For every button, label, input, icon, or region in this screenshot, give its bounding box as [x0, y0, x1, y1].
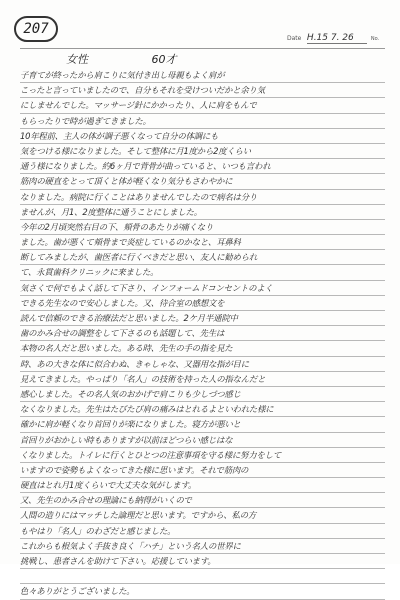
age-text: 60才 [151, 53, 177, 66]
text-line: 歯のかみ合せの調整をして下さるのも話題して、先生は [20, 326, 385, 341]
text-line: ました。歯が悪くて頬骨まで炎症しているのかなと、耳鼻科 [20, 235, 385, 250]
text-line: 色々ありがとうございました。 [20, 584, 385, 599]
text-line: 挑戦し、患者さんを助けて下さい。応援しています。 [20, 554, 385, 569]
text-line [20, 569, 385, 584]
text-line: 子育てが終ったから肩こりに気付き出し母親もよく肩が [20, 68, 385, 83]
respondent-info [66, 52, 316, 68]
handwritten-body [20, 68, 385, 600]
text-line: くなりました。トイレに行くとひとつの注意事項を守る様に努力をして [20, 448, 385, 463]
text-line: 断してみましたが、歯医者に行くべきだと思い、友人に勧められ [20, 250, 385, 265]
text-line: 本物の名人だと思いました。ある時、先生の手の指を見た [20, 341, 385, 356]
date-field [287, 33, 385, 43]
text-line: これからも根気よく手抜き良く「ハチ」という名人の世界に [20, 539, 385, 554]
number-label: No. [370, 36, 380, 42]
text-line: 通う様になりました。約6ヶ月で背骨が曲っていると、いつも言われ [20, 159, 385, 174]
text-line: 確かに肩が軽くなり首回りが楽になりました。寝方が悪いと [20, 417, 385, 432]
page-number-badge: 207 [14, 16, 58, 42]
date-value: H.15 7. 26 [307, 33, 367, 44]
text-line: 気さくで何でもよく話して下さり、インフォームドコンセントのよく [20, 281, 385, 296]
text-line: 感心しました。その名人気のおかげで肩こりも少しづつ感じ [20, 387, 385, 402]
text-line: できる先生なので安心しました。又、待合室の感想文を [20, 296, 385, 311]
text-line: いますので姿勢もよくなってきた様に思います。それで筋肉の [20, 463, 385, 478]
text-line: 今年の2月頃突然右目の下、頬骨のあたりが痛くなり [20, 220, 385, 235]
text-line: なくなりました。先生はたびたび肩の痛みはとれるよといわれた様に [20, 402, 385, 417]
text-line: もやはり「名人」のわざだと感じました。 [20, 524, 385, 539]
text-line: 読んで信頼のできる治療法だと思いました。2ケ月半通院中 [20, 311, 385, 326]
text-line: て、永貫歯科クリニックに来ました。 [20, 265, 385, 280]
text-line: 10年程前、主人の体が調子悪くなって自分の体調にも [20, 129, 385, 144]
text-line: 見えてきました。やっぱり「名人」の技術を持った人の指なんだと [20, 372, 385, 387]
text-line: 筋肉の硬直をとって頂くと体が軽くなり気分もさわやかに [20, 174, 385, 189]
text-line: 気をつける様になりました。そして整体に月1度から2度くらい [20, 144, 385, 159]
text-line: 人間の造りにはマッチした論理だと思います。ですから、私の方 [20, 508, 385, 523]
text-line: 時、あの大きな体に似合わぬ、きゃしゃな、又器用な指が目に [20, 357, 385, 372]
text-line: もらったりで時が過ぎてきました。 [20, 114, 385, 129]
header-divider [20, 48, 385, 49]
text-line: 硬直はとれ月1度くらいで大丈夫な気がします。 [20, 478, 385, 493]
date-label: Date [287, 35, 302, 42]
text-line: なりました。病院に行くことはありませんでしたので病名は分り [20, 190, 385, 205]
text-line: こったと言っていましたので、自分もそれを受けついだかと余り気 [20, 83, 385, 98]
text-line: にしませんでした。マッサージ針にかかったり、人に肩をもんで [20, 98, 385, 113]
text-line: 又、先生のかみ合せの理論にも納得がいくので [20, 493, 385, 508]
text-line: ませんが、月1、2度整体に通うことにしました。 [20, 205, 385, 220]
text-line: 首回りがおかしい時もありますが以前ほどつらい感じはな [20, 433, 385, 448]
gender-text: 女性 [66, 53, 88, 66]
